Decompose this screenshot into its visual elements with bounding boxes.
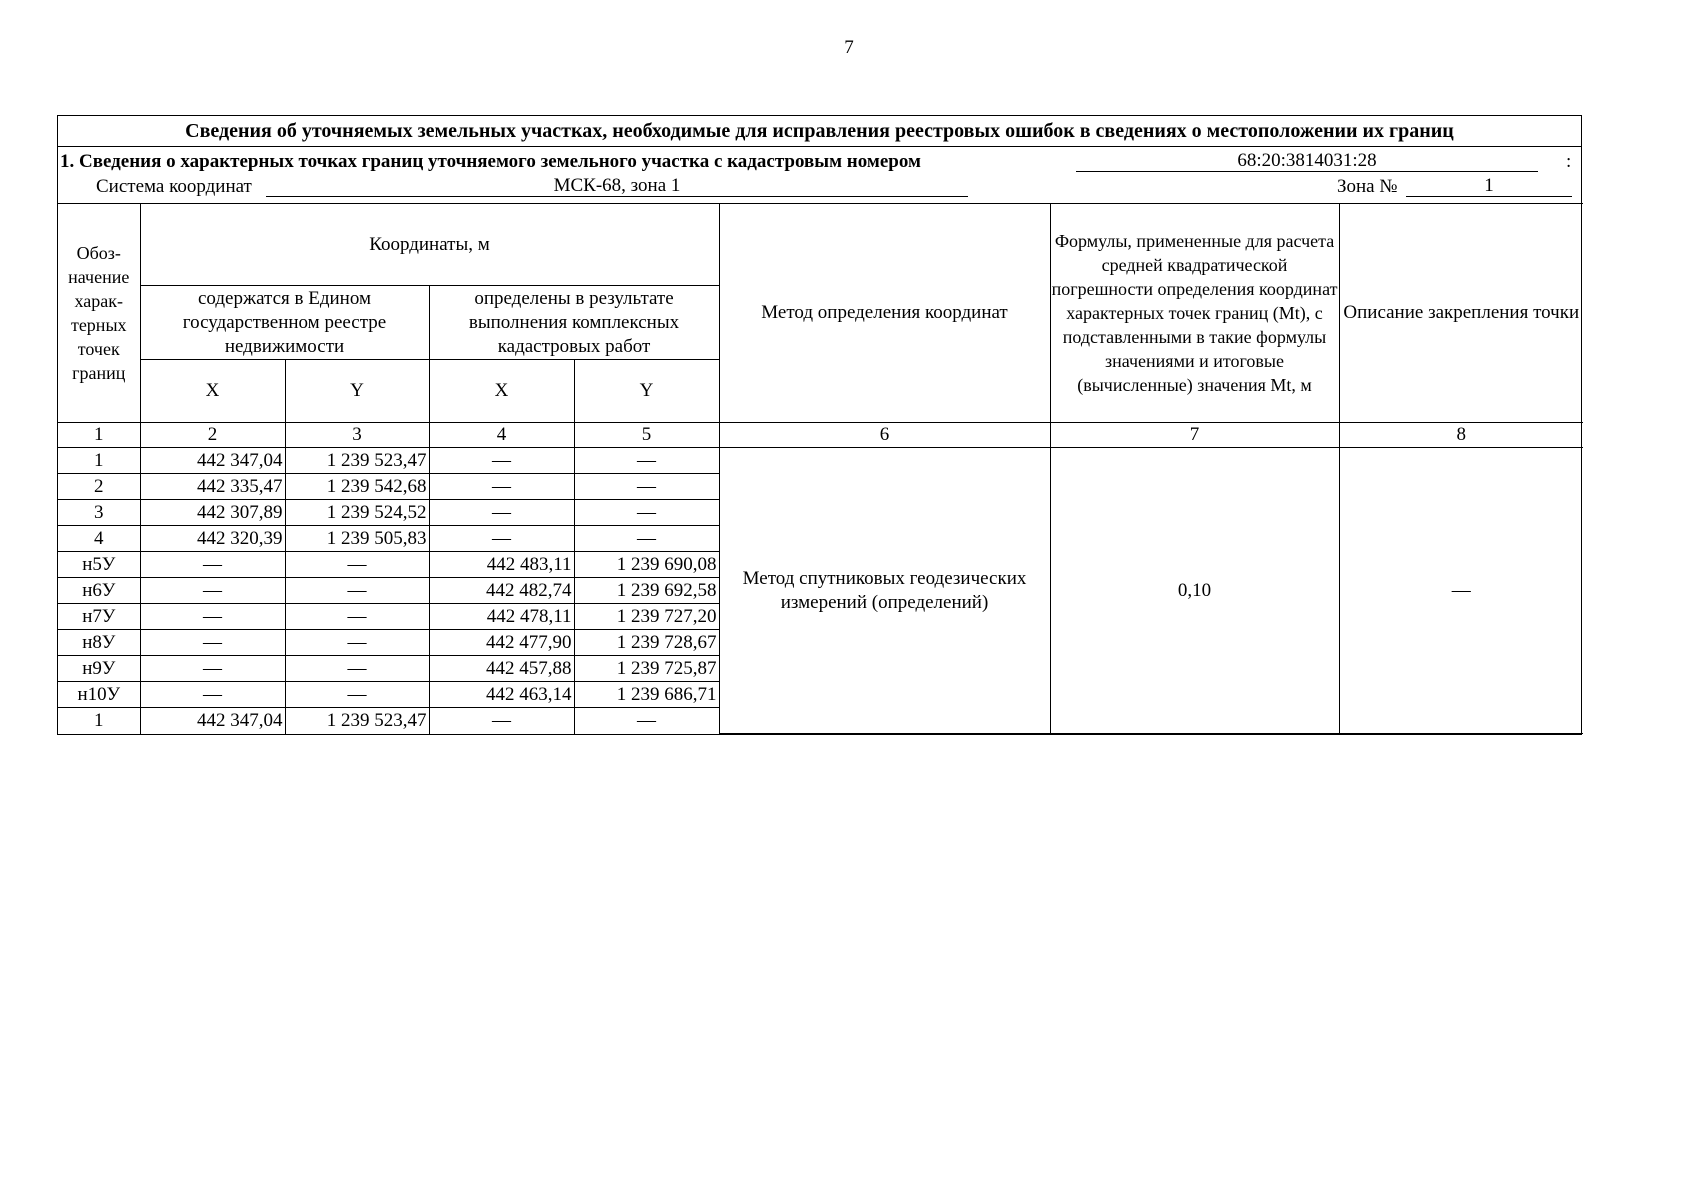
zone-value: 1 <box>1406 176 1572 197</box>
column-number: 7 <box>1050 423 1339 448</box>
header-det-x: X <box>429 360 574 423</box>
fixing-cell: — <box>1339 448 1583 734</box>
determined-y-cell: 1 239 690,08 <box>574 552 719 578</box>
registry-y-cell: — <box>285 578 429 604</box>
registry-x-cell: 442 335,47 <box>140 474 285 500</box>
determined-y-cell: — <box>574 474 719 500</box>
registry-y-cell: 1 239 523,47 <box>285 708 429 734</box>
column-number: 6 <box>719 423 1050 448</box>
determined-y-cell: 1 239 686,71 <box>574 682 719 708</box>
column-number: 8 <box>1339 423 1583 448</box>
point-cell: н6У <box>58 578 140 604</box>
header-coordinates: Координаты, м <box>140 204 719 286</box>
header-in-registry: содержатся в Едином государственном реестре недвижимости <box>140 286 429 360</box>
header-method: Метод определения координат <box>719 204 1050 423</box>
determined-x-cell: — <box>429 500 574 526</box>
determined-y-cell: 1 239 727,20 <box>574 604 719 630</box>
registry-y-cell: — <box>285 656 429 682</box>
determined-y-cell: — <box>574 448 719 474</box>
registry-y-cell: 1 239 523,47 <box>285 448 429 474</box>
registry-x-cell: — <box>140 682 285 708</box>
header-reg-y: Y <box>285 360 429 423</box>
determined-x-cell: 442 482,74 <box>429 578 574 604</box>
registry-x-cell: — <box>140 552 285 578</box>
registry-y-cell: — <box>285 630 429 656</box>
determined-y-cell: 1 239 692,58 <box>574 578 719 604</box>
registry-x-cell: — <box>140 604 285 630</box>
cadastral-number-colon: : <box>1566 151 1572 172</box>
column-number: 4 <box>429 423 574 448</box>
registry-y-cell: 1 239 524,52 <box>285 500 429 526</box>
determined-y-cell: 1 239 728,67 <box>574 630 719 656</box>
determined-x-cell: 442 477,90 <box>429 630 574 656</box>
point-cell: н7У <box>58 604 140 630</box>
point-cell: н10У <box>58 682 140 708</box>
cadastral-number: 68:20:3814031:28 <box>1076 151 1538 172</box>
column-number: 1 <box>58 423 140 448</box>
determined-y-cell: — <box>574 500 719 526</box>
determined-x-cell: 442 483,11 <box>429 552 574 578</box>
point-cell: 1 <box>58 708 140 734</box>
table-row <box>58 448 1583 474</box>
registry-y-cell: — <box>285 552 429 578</box>
registry-y-cell: 1 239 505,83 <box>285 526 429 552</box>
zone-label: Зона № <box>1337 176 1398 197</box>
point-cell: 3 <box>58 500 140 526</box>
point-cell: 2 <box>58 474 140 500</box>
determined-x-cell: 442 463,14 <box>429 682 574 708</box>
point-cell: 4 <box>58 526 140 552</box>
header-determined: определены в результате выполнения комплексных кадастровых работ <box>429 286 719 360</box>
registry-x-cell: 442 307,89 <box>140 500 285 526</box>
determined-y-cell: 1 239 725,87 <box>574 656 719 682</box>
registry-x-cell: 442 320,39 <box>140 526 285 552</box>
point-cell: н5У <box>58 552 140 578</box>
determined-y-cell: — <box>574 708 719 734</box>
header-det-y: Y <box>574 360 719 423</box>
header-reg-x: X <box>140 360 285 423</box>
section-info <box>58 147 1581 203</box>
point-cell: н8У <box>58 630 140 656</box>
page-number: 7 <box>844 37 854 58</box>
registry-y-cell: 1 239 542,68 <box>285 474 429 500</box>
determined-x-cell: — <box>429 474 574 500</box>
section-title: 1. Сведения о характерных точках границ уточняемого земельного участка с кадастровым номером <box>60 151 921 172</box>
form-title: Сведения об уточняемых земельных участках, необходимые для исправления реестровых ошибок в сведениях о местоположении их границ <box>58 116 1581 147</box>
point-cell: 1 <box>58 448 140 474</box>
determined-x-cell: 442 457,88 <box>429 656 574 682</box>
cadastral-form <box>57 115 1582 735</box>
header-formulas: Формулы, примененные для расчета средней квадратической погрешности определения координат характерных точек границ (Mt), с подставленными в такие формулы значениями и итоговые (вычисленные) значения Mt, м <box>1050 204 1339 423</box>
registry-y-cell: — <box>285 682 429 708</box>
determined-y-cell: — <box>574 526 719 552</box>
registry-x-cell: — <box>140 656 285 682</box>
determined-x-cell: — <box>429 448 574 474</box>
determined-x-cell: — <box>429 526 574 552</box>
coordinates-table <box>58 203 1583 734</box>
header-designation: Обоз-начение харак-терных точек границ <box>58 204 140 423</box>
registry-x-cell: 442 347,04 <box>140 448 285 474</box>
column-number: 5 <box>574 423 719 448</box>
determined-x-cell: — <box>429 708 574 734</box>
column-number: 3 <box>285 423 429 448</box>
registry-x-cell: — <box>140 578 285 604</box>
method-cell: Метод спутниковых геодезических измерений (определений) <box>719 448 1050 734</box>
point-cell: н9У <box>58 656 140 682</box>
header-fixing: Описание закрепления точки <box>1339 204 1583 423</box>
determined-x-cell: 442 478,11 <box>429 604 574 630</box>
coord-system-label: Система координат <box>96 176 252 197</box>
mt-cell: 0,10 <box>1050 448 1339 734</box>
registry-y-cell: — <box>285 604 429 630</box>
registry-x-cell: 442 347,04 <box>140 708 285 734</box>
column-number: 2 <box>140 423 285 448</box>
coord-system-value: МСК-68, зона 1 <box>266 176 968 197</box>
registry-x-cell: — <box>140 630 285 656</box>
